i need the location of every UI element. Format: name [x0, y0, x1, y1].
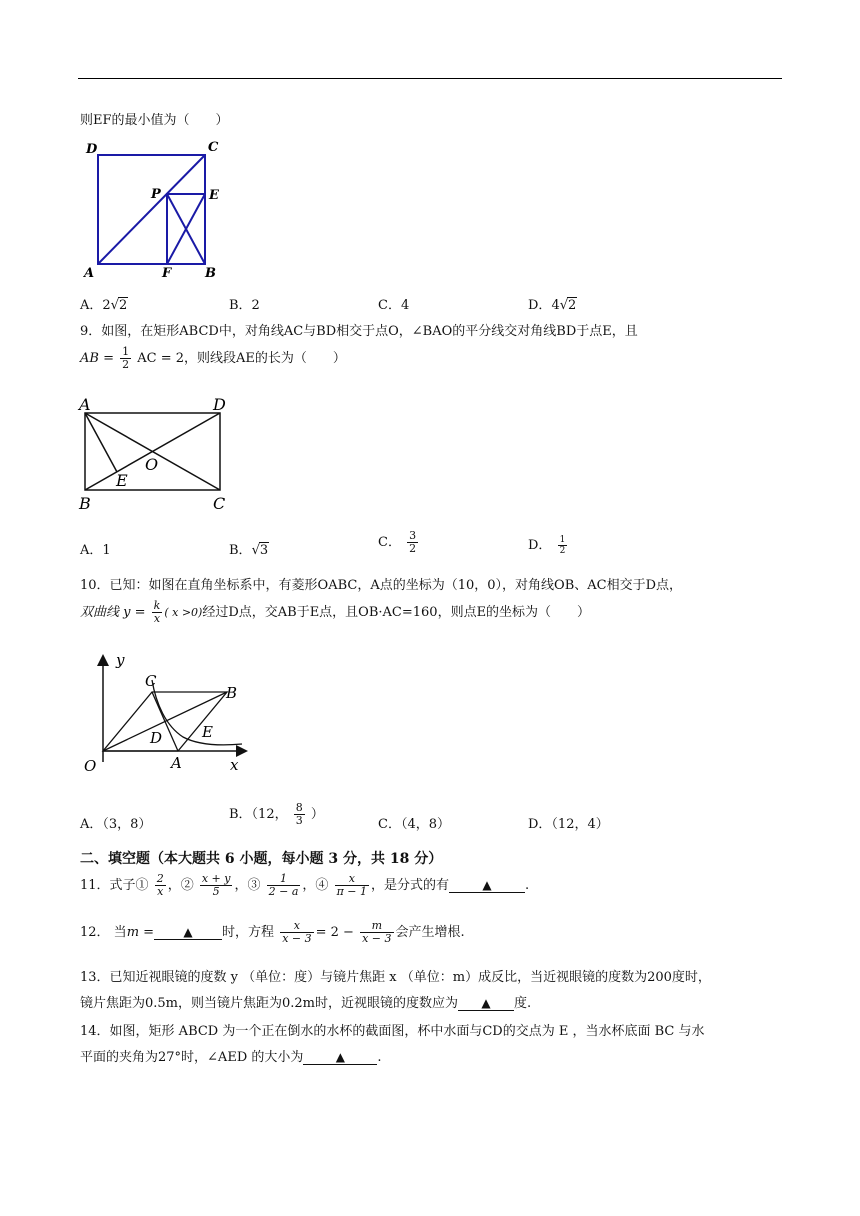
label-d: D — [150, 729, 163, 747]
label-b: B — [205, 266, 216, 281]
label-e: E — [116, 471, 128, 490]
label-a: A — [84, 266, 95, 281]
label-a: A — [79, 395, 91, 414]
label-p: P — [151, 187, 161, 202]
answer-blank[interactable]: ▲ — [458, 996, 514, 1011]
q13-line1: 13．已知近视眼镜的度数 y （单位：度）与镜片焦距 x （单位：m）成反比，当近视眼镜的度数为200度时， — [80, 970, 711, 985]
sqrt-symbol: √ — [559, 298, 569, 313]
q10-line2: 双曲线 y = $\frac{k}{x}$ ( x >0)经过D点，交AB于E点，且OB·AC=160，则点E的坐标为（ ） — [80, 599, 591, 625]
q10-line1: 10．已知：如图在直角坐标系中，有菱形OABC，A点的坐标为（10，0），对角线OB、AC相交于D点， — [80, 578, 682, 593]
label-e: E — [209, 188, 219, 203]
label-c: C — [208, 140, 219, 155]
q8-option-c[interactable]: C．4 — [378, 298, 410, 313]
section-2-heading: 二、填空题（本大题共 6 小题，每小题 3 分，共 18 分） — [80, 851, 443, 867]
label-d: D — [86, 142, 98, 157]
q8-question-tail: 则EF的最小值为（ ） — [80, 113, 229, 128]
q9-line1: 9．如图，在矩形ABCD中，对角线AC与BD相交于点O，∠BAO的平分线交对角线BD于点E，且 — [80, 324, 638, 339]
q9-line2: AB = $\frac{1}{2}$ AC = 2，则线段AE的长为（ ） — [80, 345, 346, 371]
q10-coordinate-figure — [80, 652, 250, 777]
label-x: x — [230, 756, 239, 774]
label-c: C — [213, 494, 226, 513]
q14-line2: 平面的夹角为27°时，∠AED 的大小为 ▲ . — [80, 1050, 382, 1065]
label-y: y — [116, 652, 125, 669]
q8-option-b[interactable]: B．2 — [229, 298, 260, 313]
q10-option-a[interactable]: A．（3，8） — [80, 817, 152, 832]
fraction-one-half: $\frac{1}{2}$ — [122, 345, 130, 371]
label-b: B — [226, 684, 238, 702]
q8-square-figure — [80, 138, 230, 283]
header-rule — [78, 78, 782, 79]
label-e: E — [202, 723, 213, 741]
sqrt-symbol: √ — [110, 298, 119, 313]
q9-option-c[interactable]: C． $\frac{3}{2}$ — [378, 529, 417, 555]
q11-line: 11．式子① $\frac{2}{x}$ ，② $\frac{x + y}{5}$ ，③ $\frac{1}{2 - a}$ ，④ $\frac{x}{\pi - 1}$ ，是分式的有 ▲ . — [80, 872, 530, 898]
q8-option-d[interactable]: D．4√2 — [528, 298, 577, 313]
q14-line1: 14．如图，矩形 ABCD 为一个正在倒水的水杯的截面图，杯中水面与CD的交点为 E ，当水杯底面 BC 与水 — [80, 1024, 705, 1039]
label-o: O — [84, 757, 97, 775]
answer-blank[interactable]: ▲ — [303, 1050, 377, 1065]
q9-option-a[interactable]: A．1 — [80, 543, 111, 558]
label-a: A — [171, 754, 182, 772]
q9-option-d[interactable]: D． $\frac{1}{2}$ — [528, 535, 566, 556]
answer-blank[interactable]: ▲ — [449, 878, 525, 893]
sqrt-symbol: √ — [251, 543, 260, 558]
answer-blank[interactable]: ▲ — [154, 925, 222, 940]
q10-option-c[interactable]: C．（4，8） — [378, 817, 450, 832]
q10-option-d[interactable]: D．（12，4） — [528, 817, 609, 832]
label-o: O — [145, 455, 159, 474]
q9-option-b[interactable]: B．√3 — [229, 543, 269, 558]
q8-option-a[interactable]: A．2√2 — [80, 298, 128, 313]
q12-line: 12． 当m = ▲ 时，方程 $\frac{x}{x - 3}$ = 2 − $\frac{m}{x - 3}$ 会产生增根. — [80, 919, 465, 945]
q13-line2: 镜片焦距为0.5m，则当镜片焦距为0.2m时，近视眼镜的度数应为 ▲ 度. — [80, 996, 532, 1011]
label-c: C — [145, 672, 157, 690]
label-b: B — [79, 494, 91, 513]
q10-option-b[interactable]: B．（12， $\frac{8}{3}$ ） — [229, 801, 324, 827]
diagonal-ac — [98, 155, 205, 264]
label-d: D — [213, 395, 226, 414]
q9-rectangle-figure — [76, 393, 236, 515]
label-f: F — [162, 266, 172, 281]
